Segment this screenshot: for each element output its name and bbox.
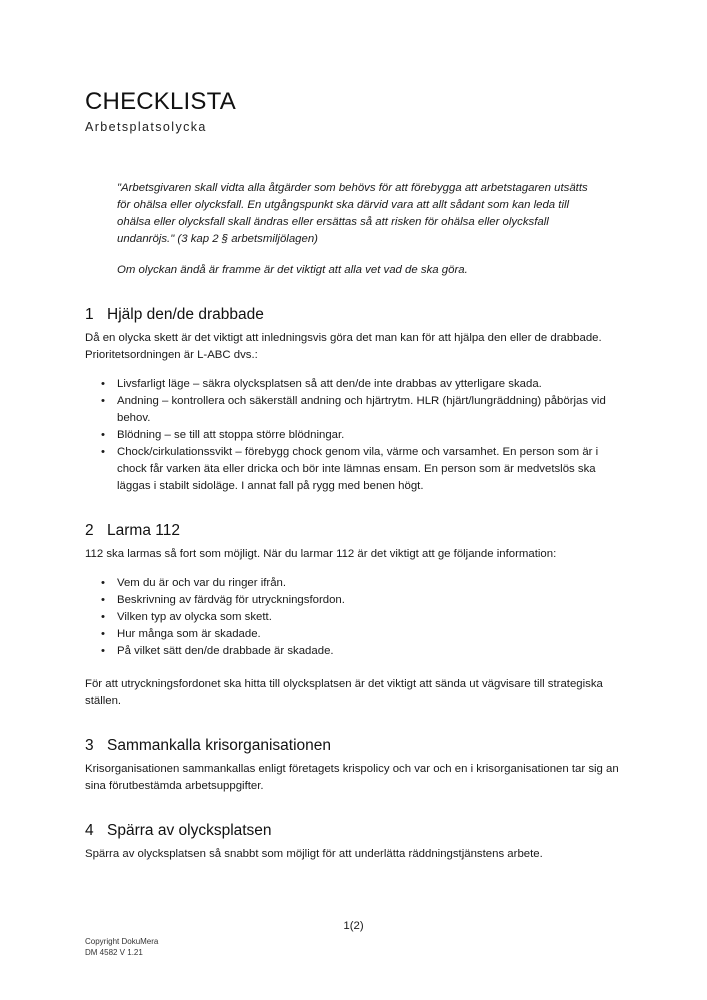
section-intro: Då en olycka skett är det viktigt att inledningsvis göra det man kan för att hjälpa den eller de drabbade. Prioritetsordningen är L-ABC dvs.:: [85, 332, 602, 361]
bullet-list: [85, 376, 625, 495]
section-heading: [85, 306, 625, 324]
quote-note: Om olyckan ändå är framme är det viktigt att alla vet vad de ska göra.: [117, 264, 468, 276]
section-title: Hjälp den/de drabbade: [107, 306, 264, 323]
section-title: Spärra av olycksplatsen: [107, 822, 272, 839]
section-number: 1: [85, 306, 94, 323]
list-item: • Chock/cirkulationssvikt – förebygg chock genom vila, värme och varsamhet. En person som är i chock får varken äta eller dricka och bör inte lämnas ensam. En person som är medvetslös ska läggas i stabilt sidoläge. I annat fall på rygg med benen högt.: [85, 444, 625, 495]
list-item: • Blödning – se till att stoppa större blödningar.: [85, 427, 625, 444]
section-number: 3: [85, 737, 94, 754]
section-1: [85, 306, 625, 495]
list-item: • Vilken typ av olycka som skett.: [85, 609, 625, 626]
section-number: 2: [85, 522, 94, 539]
footer-doc-id: DM 4582 V 1.21: [85, 948, 143, 957]
list-item: • Vem du är och var du ringer ifrån.: [85, 575, 625, 592]
list-item: • Livsfarligt läge – säkra olycksplatsen så att den/de inte drabbas av ytterligare skada.: [85, 376, 625, 393]
bullet-list: [85, 575, 625, 660]
page-number: 1(2): [343, 920, 364, 932]
section-2: [85, 522, 625, 710]
section-heading: [85, 822, 625, 840]
section-3: [85, 737, 625, 795]
section-heading: [85, 522, 625, 540]
section-title: Sammankalla krisorganisationen: [107, 737, 332, 754]
document-footer: [85, 936, 158, 958]
section-intro: 112 ska larmas så fort som möjligt. När du larmar 112 är det viktigt att ge följande information:: [85, 548, 557, 560]
quote-text: "Arbetsgivaren skall vidta alla åtgärder som behövs för att förebygga att arbetstagaren utsätts för ohälsa eller olycksfall. En utgångspunkt ska därvid vara att allt sådant som kan leda till ohälsa eller olycksfall skall ändras eller ersättas så att risken för ohälsa eller olycksfall undanröjs." (3 kap 2 § arbetsmiljölagen): [117, 182, 588, 245]
section-intro: Spärra av olycksplatsen så snabbt som möjligt för att underlätta räddningstjänstens arbete.: [85, 848, 543, 860]
list-item: • Andning – kontrollera och säkerställ andning och hjärtrytm. HLR (hjärt/lungräddning) påbörjas vid behov.: [85, 393, 625, 427]
section-4: [85, 822, 625, 863]
section-intro: Krisorganisationen sammankallas enligt företagets krispolicy och var och en i krisorganisationen tar sig an sina förutbestämda arbetsuppgifter.: [85, 763, 619, 792]
list-item: • Hur många som är skadade.: [85, 626, 625, 643]
list-item: • På vilket sätt den/de drabbade är skadade.: [85, 643, 625, 660]
document-subtitle: Arbetsplatsolycka: [85, 120, 207, 134]
list-item: • Beskrivning av färdväg för utryckningsfordon.: [85, 592, 625, 609]
intro-quote: [117, 180, 593, 279]
section-title: Larma 112: [107, 522, 180, 539]
section-number: 4: [85, 822, 94, 839]
section-heading: [85, 737, 625, 755]
document-title: CHECKLISTA: [85, 88, 236, 115]
section-outro: För att utryckningsfordonet ska hitta till olycksplatsen är det viktigt att sända ut vägvisare till strategiska ställen.: [85, 678, 603, 707]
footer-copyright: Copyright DokuMera: [85, 937, 159, 946]
